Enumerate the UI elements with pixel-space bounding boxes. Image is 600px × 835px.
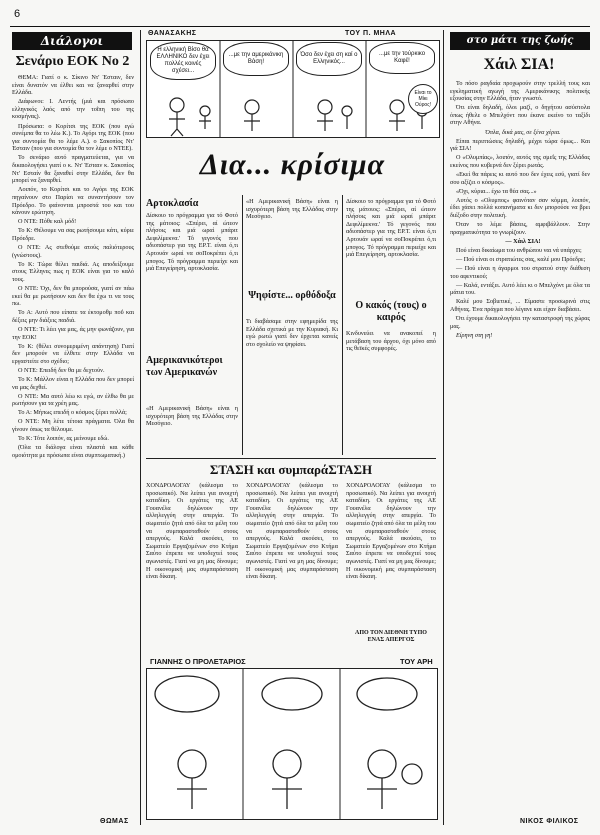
- left-article-title: Σενάριο ΕΟΚ Νο 2: [15, 54, 130, 69]
- cartoon-bubble-2: ...με την αμερικάνικη Βάση!: [223, 42, 289, 76]
- left-para-15: Ο ΝΤΕ: Μα αυτό λέω κι εγώ, αν έλθω θα με ρωτήσουν για τα χρέη μας.: [12, 392, 134, 408]
- left-banner: Διάλογοι: [12, 32, 132, 50]
- section2-body-c: ΧΟΝΔΡΟΛΟΓΑΥ (κάλεσμα το προσωπικό). Να λείπει για ανοιχτή καταδίκη. Οι εργάτες της ΑΕ Γουανέλα δηλώνουν την αλληλεγγύη στην απεργία. Το σωματείο ζητά από όλα τα μέλη του να συμπαρασταθούν στους απεργούς. Καλά ακούσει, το Σωματείο Εργαζομένων στο Κτήμα Σαύτο έπρεπε να υποδεχτεί τους αγωνιστές. Γιατί να μη μας δίνουμε; Η οικονομική μας συμπαράσταση είναι δίκαιη.: [346, 482, 436, 581]
- right-banner: στο μάτι της ζωής: [450, 32, 590, 50]
- left-para-8: Το Κ: Τώρα θέλει παιδιά. Ας αποδείξουμε στους Έλληνες πως η ΕΟΚ είναι για το καλό τους.: [12, 260, 134, 283]
- right-article-title: Χάιλ ΣΙΑ!: [483, 56, 555, 73]
- right-para-16: Είρηνη στη γη!: [456, 331, 493, 339]
- sub4-body: «Η Αμερικανική Βάση» είναι η ισχυρότερη βάση της Ελλάδας στην Μεσόγειο.: [146, 405, 238, 428]
- left-para-16: Το Α: Μήπως επειδή ο κόσμος ξέρει πολλά;: [18, 409, 127, 417]
- top-rule: [10, 26, 590, 27]
- cartoon-side-caption: Είναι το Μίκι Ούρος!: [408, 84, 438, 114]
- left-para-1: Διάφωνοι: Ι. Λεντής (μιά και πρόσωπο ελληνικός λαός από την τοΐπη του της κοσμήνας).: [12, 98, 134, 121]
- section2-body-b: ΧΟΝΔΡΟΛΟΓΑΥ (κάλεσμα το προσωπικό). Να λείπει για ανοιχτή καταδίκη. Οι εργάτες της ΑΕ Γουανέλα δηλώνουν την αλληλεγγύη στην απεργία. Το σωματείο ζητά από όλα τα μέλη του να συμπαρασταθούν στους απεργούς. Καλά ακούσει, το Σωματείο Εργαζομένων στο Κτήμα Σαύτο έπρεπε να υποδεχτεί τους αγωνιστές. Γιατί να μη μας δίνουμε; Η οικονομική μας συμπαράσταση είναι δίκαιη.: [246, 482, 338, 581]
- left-para-19: (Όλα τα διάλογα είναι πλαστά και κάθε ομοιότητα με πρόσωπα είναι συμπτωματική.): [12, 444, 134, 459]
- cartoon-author: ΘΑΝΑΣΑΚΗΣ: [148, 30, 197, 37]
- right-para-9: — Χάιλ ΣΙΑ!: [505, 237, 541, 245]
- right-signature: ΝΙΚΟΣ ΦΙΛΙΚΟΣ: [520, 818, 579, 825]
- right-para-4: Ο «Ολυμπίας», λοιπόν, αυτός της σμεΐς της Ελλάδας εκείνος που κυβερνά δεν ξέρει ρωτάς.: [450, 154, 590, 169]
- right-para-12: — Πού είναι η άγαρμοι του στρατού στην διάθεση του αφεντικού;: [450, 265, 590, 280]
- sub1-title: Αρτοκλασία: [146, 198, 199, 209]
- left-signature: ΘΩΜΑΣ: [100, 818, 129, 825]
- sub3-title: Ο κακός (τους) ο καιρός: [355, 300, 427, 323]
- right-para-11: — Πού είναι οι στρατιώτες σας, καλέ μου Πρόεδρε;: [456, 255, 586, 263]
- mid-filler-body: «Η Αμερικανική Βάση» είναι η ισχυρότερη βάση της Ελλάδας στην Μεσόγειο.: [246, 198, 338, 221]
- left-para-4: Λοιπόν, το Κορίτσι και το Αγόρι της ΕΟΚ πηγαίνουν στο Παρίσι να συναντήσουν τον Πρόεδρο. Το φαίνονται μπροστά του και του κάνουν ερώτηση.: [12, 186, 134, 217]
- left-para-5: Ο ΝΤΕ: Πόθε καλ μόδ!: [18, 218, 77, 226]
- sub3-body: Κινδυνεύει να ανακοπεί η μετάβαση του άρχου, όχι μόνο από τις θεϊκές συμφορές.: [346, 330, 436, 353]
- right-para-10: Πού είναι δικαίωμα του ανθρώπου ναι νά υπάρχει;: [456, 246, 582, 254]
- right-para-15: Ότι έχουμε δικαιολογήσει την καταστροφή της χώρας μας.: [450, 315, 590, 330]
- cartoon-author-right: ΤΟΥ Π. ΜΗΛΑ: [345, 30, 397, 37]
- section2-footer: ΑΠΟ ΤΟΝ ΔΙΕΘΝΗ ΤΥΠΟ ΕΝΑΣ ΑΠΕΡΓΟΣ: [355, 630, 427, 643]
- section2-title: ΣΤΑΣΗ και συμπαράΣΤΑΣΗ: [209, 462, 373, 477]
- left-para-13: Ο ΝΤΕ: Επειδή δεν θα με δεχτούν.: [18, 366, 105, 374]
- sub3-pre-body: Δίσκοιο το πρόγραμμα για τό Φοτό της μάτοιος: «Σπέρει, αί ώτεον πλήσοις και μιά ωραί μπάριτ Δεφιλίμεκνα.' Τό γεγονός που αδιοπάστερ για της ΕΡ.Τ. είναι ό,τι Αρτουάν ωραί να σοΠοκρέπει ό,τι μπογος. Τό πρόγραμμα περιείχε και μιά Επεγείρηση, αρτοκλασία.: [346, 198, 436, 259]
- right-para-8: Όταν το λέμε βάσεις, αμφιβάλλουν. Στην πραγματικότητα το γνωρίζουν.: [450, 221, 590, 236]
- left-para-6: Το Κ: Θέλουμε να σας ρωτήσουμε κάτι, κύριε Πρόεδρε.: [12, 227, 134, 242]
- cartoon-bubble-3: Όσο δεν έχει ση καί ο Ελληνικός...: [296, 42, 362, 76]
- right-para-7: Αυτός ο «Ολυμπος» φαινόταν σαν κόμμα, λοιπόν, έδει χάσει πολλά κοπανήματα κι δεν μπορούσε να βρει διέξοδο στην πολιτική.: [450, 196, 590, 219]
- middle-headline: Δια... κρίσιμα: [199, 148, 386, 181]
- sub2-title: Ψηφίστε... ορθόδοξα: [248, 290, 336, 301]
- cartoon-bubble-1: Η ελληνική Βίσο θα ΕΛΛΗΝΙΚΟ δεν έχει πολλές κοινές σχέσει...: [150, 42, 216, 80]
- left-para-17: Ο ΝΤΕ: Μη λέτε τέτοια πράγματα. Όλα θα γίνουν όπως τα θέλουμε.: [12, 418, 134, 434]
- bottom-cartoon-author: ΤΟΥ ΑΡΗ: [400, 657, 433, 666]
- sub2-body: Τι διαβάσαμε στην εφημερίδα της Ελλάδα σχετικά με την Κυριακή. Κι εγώ ρωτώ γιατί δεν έρχεται κανείς στο σχολείο να ψηφίσει.: [246, 318, 338, 348]
- right-divider: [443, 30, 444, 825]
- right-para-5: «Εκεί θα πάρεις κι αυτό που δεν έχεις εσύ, γιατί δεν σου αξίζει ο κόσμος».: [450, 171, 590, 186]
- bottom-cartoon-strip: [146, 668, 438, 820]
- right-para-14: Καλέ μου Σοβιετικέ, ... Είμαστε προσωρινά στις Αθήνας. Ένα πράγμα που λέγανε και είχαν διαβάσει.: [450, 298, 590, 314]
- bottom-cartoon-title: ΓΙΑΝΝΗΣ Ο ΠΡΟΛΕΤΑΡΙΟΣ: [150, 657, 246, 666]
- right-para-1: Ότι είναι δηλαδή, όλοι μαζί, ο δηγήτου ασύστολα όπως ήθελε ο Μπελχόντ που έκανε εκείνο το ταξίδι στην Αθήνα.: [450, 104, 590, 127]
- sub1-body: Δίσκοιο το πρόγραμμα για τό Φοτό της μάτοιος: «Σπέρει, αί ώτεον πλήσοις και μιά ωραί μπάριτ Δεφιλίμεκνα.' Τό γεγονός που αδιοπάστερ για της ΕΡ.Τ. είναι ό,τι Αρτουάν ωραί να σοΠοκρέπει ό,τι μπογος. Τό πρόγραμμα περιείχε και μιά Επεγείρηση, αρτοκλασία.: [146, 212, 238, 273]
- left-para-18: Το Κ: Τότε λοιπόν, ας μείνουμε εδώ.: [18, 435, 109, 443]
- right-para-0: Το πόσο ραγδαία προχωρούν στην τρελλή τους και εγκληματική αγωγή της Αμερικάνικης πολιτικής εξουσίας στην Ελλάδα, ήταν γνωστό.: [450, 80, 590, 103]
- right-para-13: — Καλά, εντάξει. Αυτό λέει κι ο Μπελχόντ με όλα τα μάτια του.: [450, 281, 590, 297]
- left-para-10: Το Α: Αυτό που είπατε τα έκτομοθμ ποΰ και δέξεις μην διάξεις παιδιά.: [12, 309, 134, 324]
- left-divider: [140, 30, 141, 825]
- mid-divider-2: [342, 195, 343, 455]
- left-para-0: ΘΕΜΑ: Γιατί ο κ. Σίκινο Ντ' Έσταιν, δεν είναι δυνατόν να έλθει και να ξαναρθεί στην Ελλάδα.: [12, 74, 134, 97]
- mid-divider-1: [242, 195, 243, 455]
- left-para-2: Πρόσωπα: ο Κορίτσι της ΕΟΚ (που εγώ συνέμπα θα το λέω Κ.). Το Αγόρι της ΕΟΚ (που για συντομία θα το λέμε Α.). ο Σακοπίος Ντ' Έσταιν (που για συντομία θα τον λέμε ο ΝΤΕΕ).: [12, 122, 134, 153]
- left-para-3: Το σενάριο αυτό πραγματεύεται, για να δικαιολογήσει γιατί ο κ. Ντ' Έσταιν κ. Σακοπίος Ντ' Εσταίν θα ξαναθεί στην Ελλάδα, δεν θα μπορεί να ξαναρθεί.: [12, 154, 134, 185]
- bottom-cartoon-drawing: [147, 669, 437, 819]
- left-para-11: Ο ΝΤΕ: Τι λέει για μας, άς μην φωνάζουν, για την ΕΟΚ!: [12, 325, 134, 341]
- section2-rule: [146, 458, 436, 459]
- page-number: 6: [14, 8, 21, 20]
- sub4-title: Αμερικανικότεροι των Αμερικανών: [146, 355, 223, 378]
- right-article-body: [450, 80, 590, 815]
- left-para-14: Το Κ: Μάλλον είναι η Ελλάδα που δεν μπορεί να μας δεχθεί.: [12, 375, 134, 391]
- left-article-body: [12, 74, 134, 814]
- left-para-12: Το Κ: (θέλει συνομεριμένη απάντηση) Γιατί δεν μπορούν να έλθετε στην Ελλάδα να εργαστείτε στο σχέδιο;: [12, 342, 134, 365]
- left-para-9: Ο ΝΤΕ: Όχι, δεν θα μπορούσα, γιατί αν πάω εκεί θα με ρωτήσουν και δεν θα έχω τι να τους πω.: [12, 284, 134, 308]
- section2-body-a: ΧΟΝΔΡΟΛΟΓΑΥ (κάλεσμα το προσωπικό). Να λείπει για ανοιχτή καταδίκη. Οι εργάτες της ΑΕ Γουανέλα δηλώνουν την αλληλεγγύη στην απεργία. Το σωματείο ζητά από όλα τα μέλη του να συμπαρασταθούν στους απεργούς. Καλά ακούσει, το Σωματείο Εργαζομένων στο Κτήμα Σαύτο έπρεπε να υποδεχτεί τους αγωνιστές. Γιατί να μη μας δίνουμε; Η οικονομική μας συμπαράσταση είναι δίκαιη.: [146, 482, 238, 581]
- right-para-6: «Όχι, κύρια... έχω τα θέα σας...»: [456, 187, 537, 195]
- right-para-2: Όπλα, δικά μας, σε ξένα χέρια.: [485, 128, 561, 136]
- right-para-3: Είπαι περιπτώσεις δηλαδή, μέχρι τώρα όμως... Και γιά ΣΙΑ!: [450, 137, 590, 153]
- cartoon-bubble-4: ...με την τούρκικο Καφέ!: [369, 42, 435, 74]
- left-para-7: Ο ΝΤΕ: Ας στεθούμε ατούς παλιότερους (γνώστους).: [12, 243, 134, 259]
